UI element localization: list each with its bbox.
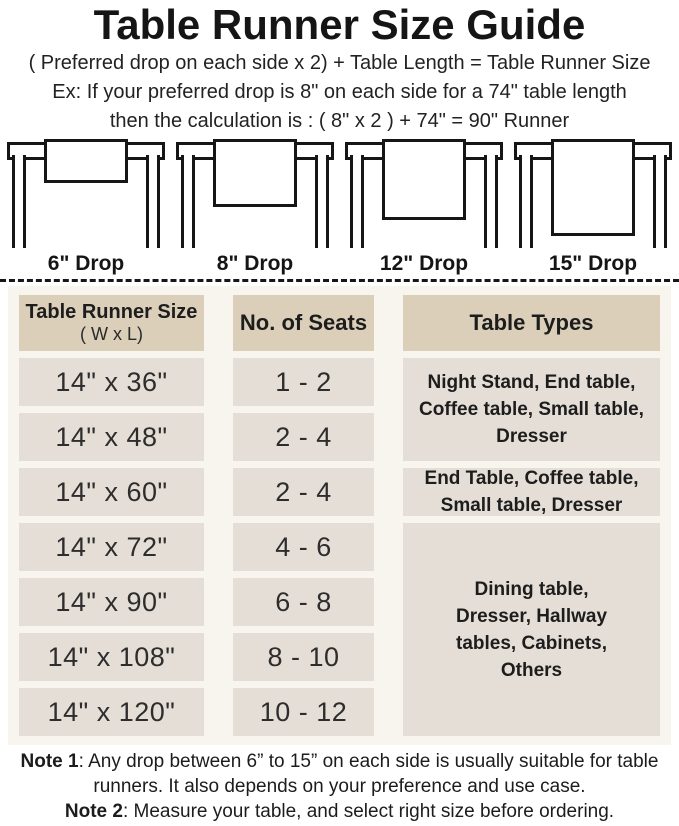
size-cell: 14" x 120" [19,688,204,736]
note-1-text: : Any drop between 6” to 15” on each side is usually suitable for table runners. It also depends on your preference and use case. [78,751,659,797]
note-2-label: Note 2 [64,801,123,822]
seats-cell: 2 - 4 [233,413,374,461]
table-types-text: End Table, Coffee table, Small table, Dresser [424,468,639,516]
page-title: Table Runner Size Guide [93,1,586,48]
notes-section [0,749,679,824]
example-line-2: then the calculation is : ( 8" x 2 ) + 74" = 90" Runner [109,110,570,132]
drop-label: 8" Drop [216,252,294,275]
note-1 [10,749,669,799]
note-2 [10,799,669,824]
column-header-size-subtitle: ( W x L) [80,324,143,344]
drop-label: 12" Drop [379,252,469,275]
seats-cell: 6 - 8 [233,578,374,626]
size-cell: 14" x 90" [19,578,204,626]
size-guide-panel [8,286,671,745]
size-cell: 14" x 48" [19,413,204,461]
size-cell: 14" x 108" [19,633,204,681]
table-illustration [344,138,504,248]
column-header-seats: No. of Seats [233,295,374,351]
drop-figure-6 [6,138,166,276]
table-leg-right [315,155,329,248]
header-section [0,0,679,136]
column-header-size [19,295,204,351]
seats-cell: 8 - 10 [233,633,374,681]
size-cell: 14" x 72" [19,523,204,571]
table-leg-right [484,155,498,248]
table-types-cell-small-tables [403,358,660,461]
drop-figure-8 [175,138,335,276]
runner-graphic [44,139,128,183]
table-types-text: Night Stand, End table, Coffee table, Small table, Dresser [419,372,644,447]
size-guide-table [19,295,660,736]
drop-figure-15 [513,138,673,276]
seats-cell: 10 - 12 [233,688,374,736]
table-leg-right [653,155,667,248]
table-leg-left [519,155,533,248]
table-leg-left [181,155,195,248]
seats-cell: 2 - 4 [233,468,374,516]
runner-graphic [213,139,297,207]
table-leg-left [12,155,26,248]
runner-graphic [551,139,635,236]
seats-cell: 1 - 2 [233,358,374,406]
table-types-cell-large-tables [403,523,660,736]
formula-line: ( Preferred drop on each side x 2) + Table Length = Table Runner Size [28,52,651,74]
drop-illustrations [0,138,679,276]
dashed-divider [0,279,679,282]
table-leg-left [350,155,364,248]
drop-label: 15" Drop [548,252,638,275]
table-types-text: Dining table, Dresser, Hallway tables, Cabinets, Others [455,578,608,681]
runner-graphic [382,139,466,220]
drop-label: 6" Drop [47,252,125,275]
column-header-types: Table Types [403,295,660,351]
table-illustration [175,138,335,248]
seats-cell: 4 - 6 [233,523,374,571]
note-1-label: Note 1 [20,751,79,772]
table-leg-right [146,155,160,248]
column-header-size-title: Table Runner Size [25,301,198,323]
drop-figure-12 [344,138,504,276]
table-types-cell-medium-tables [403,468,660,516]
table-illustration [6,138,166,248]
table-illustration [513,138,673,248]
example-line-1: Ex: If your preferred drop is 8" on each side for a 74" table length [52,81,627,103]
size-cell: 14" x 60" [19,468,204,516]
note-2-text: : Measure your table, and select right size before ordering. [122,801,615,822]
size-cell: 14" x 36" [19,358,204,406]
